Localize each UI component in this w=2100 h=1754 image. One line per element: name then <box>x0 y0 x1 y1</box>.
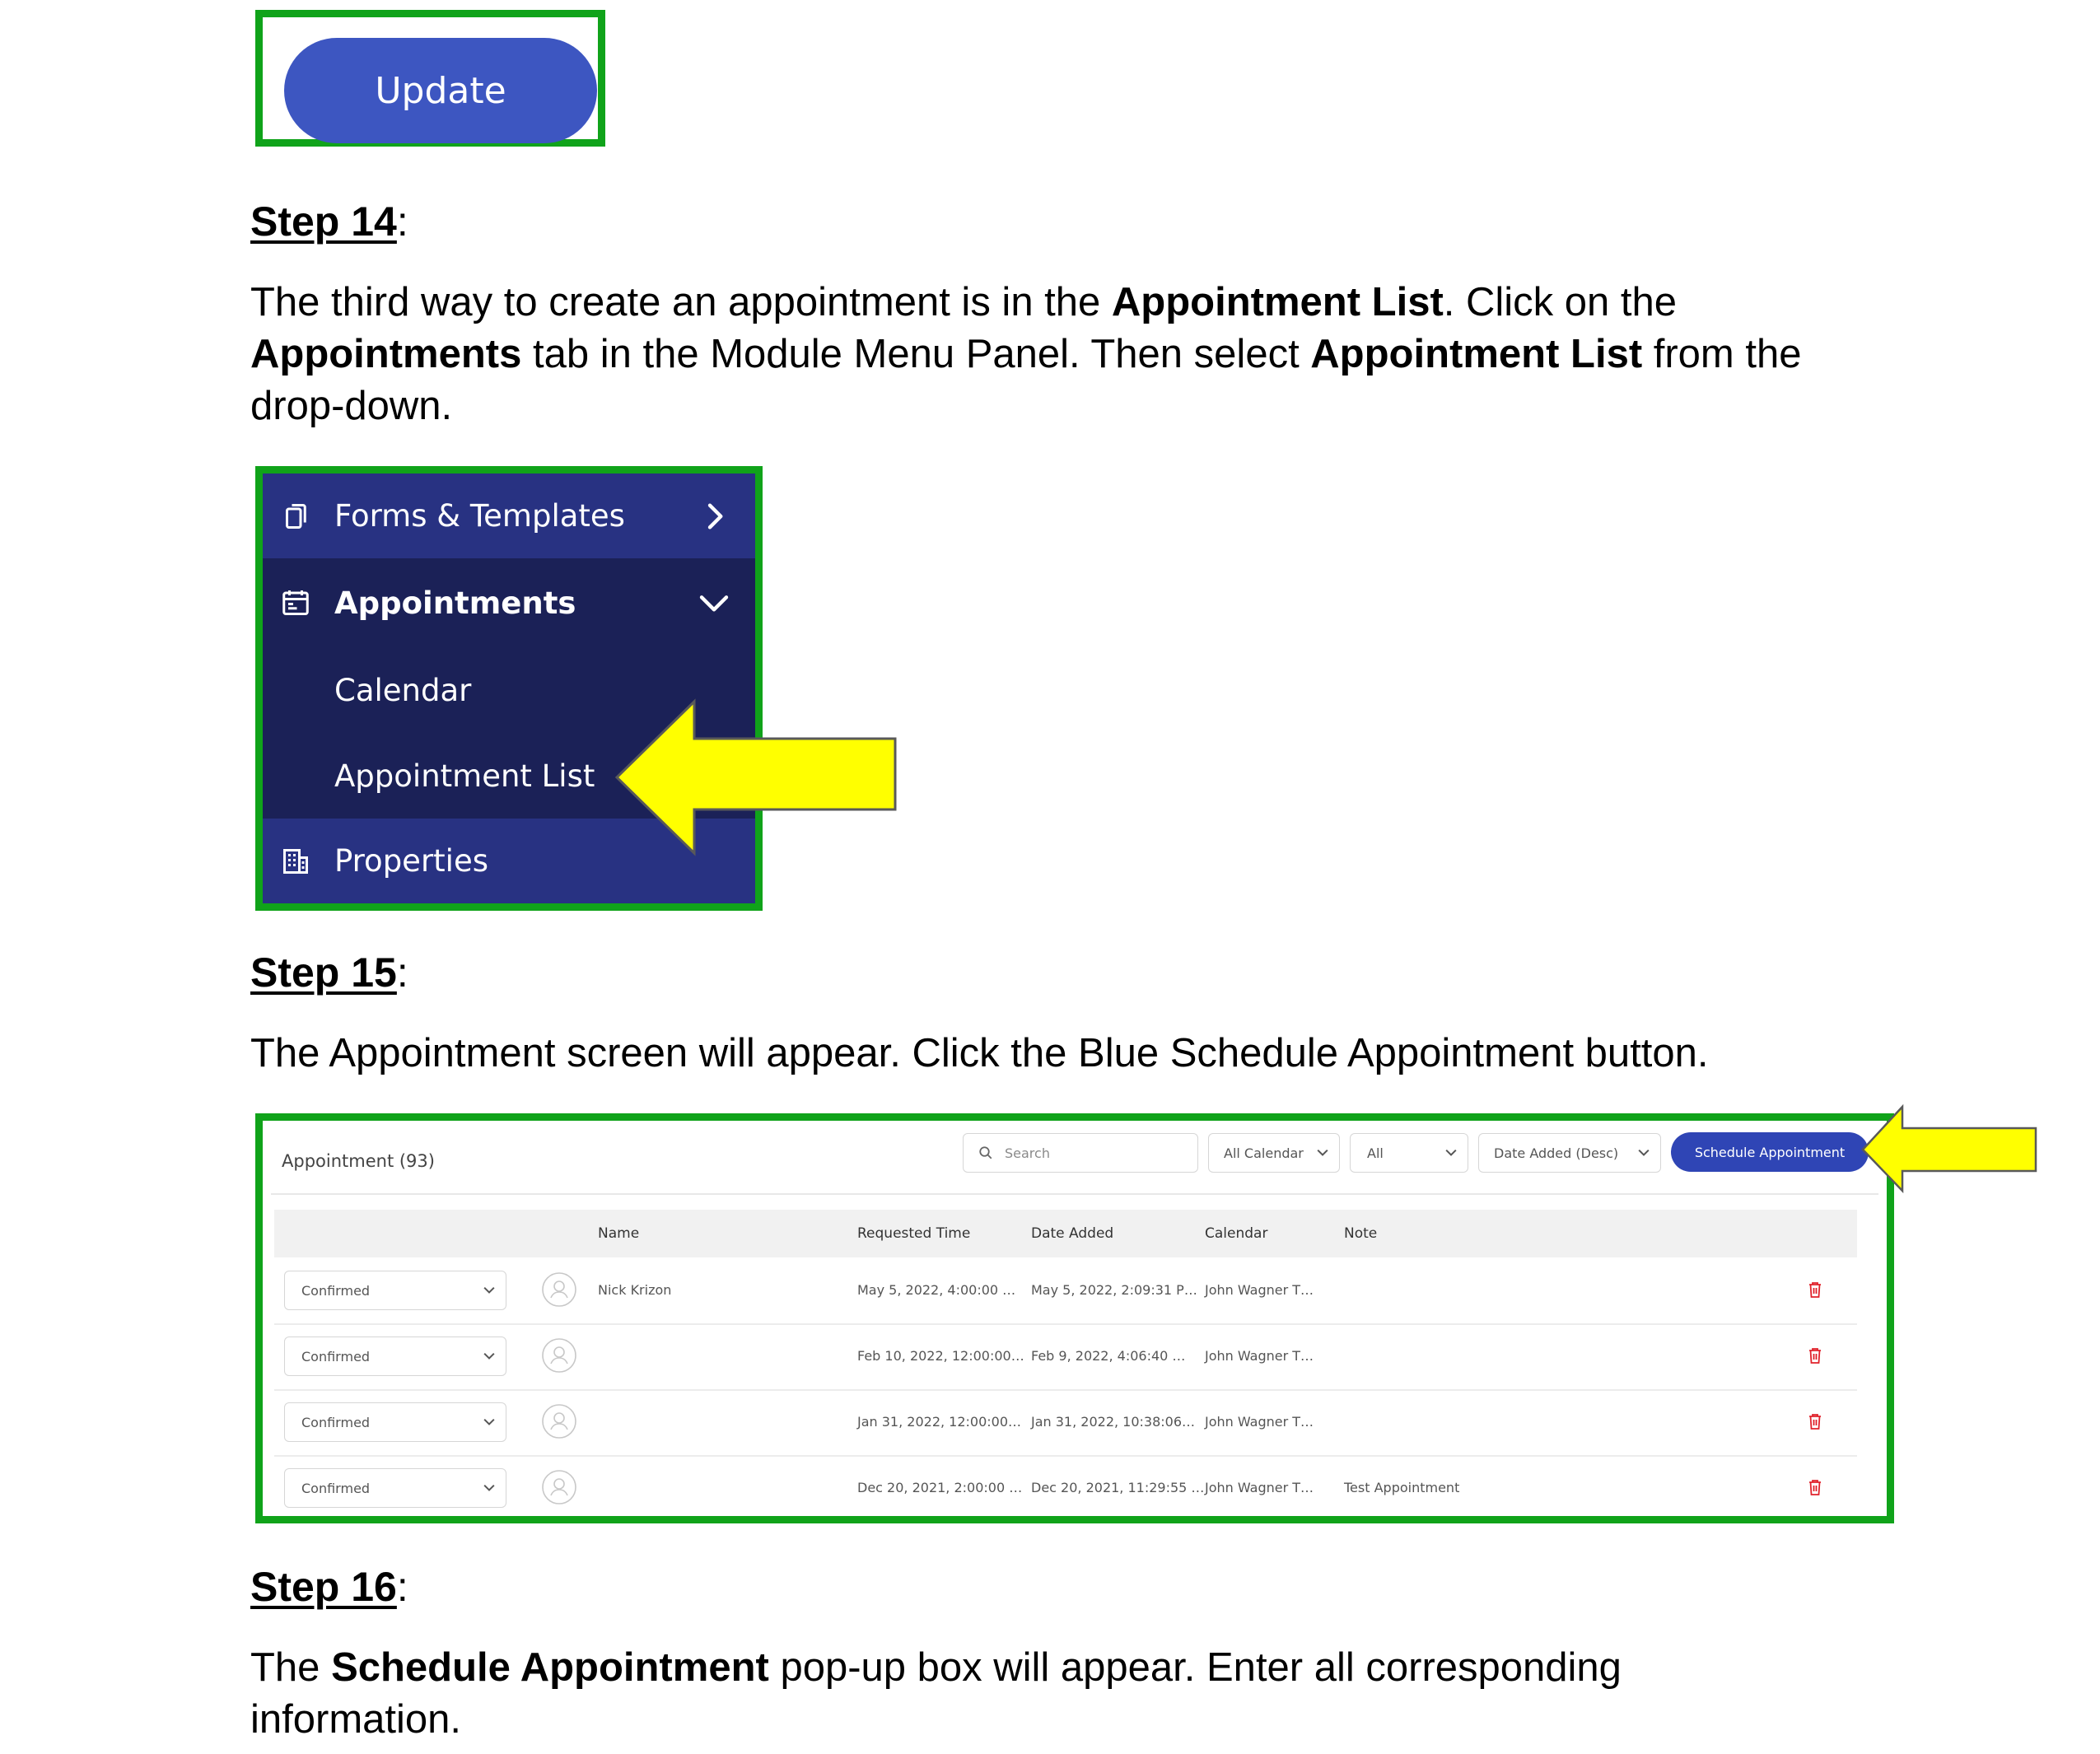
appointment-count-title: Appointment (93) <box>282 1151 435 1171</box>
step-14-heading <box>250 198 408 245</box>
menu-item-forms-templates[interactable] <box>263 473 755 558</box>
trash-icon[interactable] <box>1808 1412 1822 1430</box>
chevron-down-icon <box>1636 1145 1652 1161</box>
sort-value: Date Added (Desc) <box>1494 1145 1619 1161</box>
appointment-screen-figure <box>255 1113 1894 1523</box>
chevron-down-icon <box>481 1480 497 1496</box>
status-select[interactable] <box>284 1271 506 1310</box>
text-run: The third way to create an appointment is in the <box>250 280 1112 324</box>
step-15-colon: : <box>396 949 408 996</box>
step-16-paragraph <box>250 1642 1897 1746</box>
submenu-item-label: Calendar <box>334 672 472 708</box>
avatar-icon <box>542 1272 576 1307</box>
step-15-label: Step 15 <box>250 949 397 996</box>
table-row <box>274 1389 1857 1457</box>
menu-item-label: Properties <box>334 843 488 879</box>
step-16-colon: : <box>396 1564 408 1610</box>
avatar-icon <box>542 1404 576 1439</box>
cell-calendar: John Wagner T… <box>1205 1414 1314 1430</box>
cell-date-added: Jan 31, 2022, 10:38:06… <box>1031 1414 1196 1430</box>
step-16-line-1 <box>250 1642 1897 1694</box>
cell-date-added: Feb 9, 2022, 4:06:40 … <box>1031 1348 1186 1364</box>
status-value: Confirmed <box>301 1282 371 1299</box>
status-value: Confirmed <box>301 1480 371 1496</box>
cell-note: Test Appointment <box>1344 1480 1460 1495</box>
text-run: . Click on the <box>1443 280 1677 324</box>
step-14-line-3: drop-down. <box>250 384 453 428</box>
update-button[interactable]: Update <box>284 38 597 143</box>
menu-item-label: Appointments <box>334 585 576 621</box>
chevron-down-icon <box>481 1414 497 1430</box>
text-run-bold: Appointment List <box>1111 280 1444 324</box>
chevron-down-icon <box>698 586 730 619</box>
step-15-paragraph: The Appointment screen will appear. Click the Blue Schedule Appointment button. <box>250 1031 1709 1075</box>
text-run-bold: Schedule Appointment <box>331 1645 769 1690</box>
column-header-name: Name <box>598 1225 640 1242</box>
status-value: Confirmed <box>301 1414 371 1430</box>
menu-item-label: Forms & Templates <box>334 498 625 534</box>
step-14-line-2 <box>250 329 1897 380</box>
chevron-down-icon <box>481 1282 497 1299</box>
schedule-appointment-button[interactable]: Schedule Appointment <box>1671 1132 1869 1172</box>
header-divider <box>271 1193 1878 1195</box>
table-row <box>274 1455 1857 1521</box>
calendar-filter-select[interactable] <box>1208 1133 1340 1173</box>
calendar-filter-value: All Calendar <box>1224 1145 1304 1161</box>
cell-requested-time: Jan 31, 2022, 12:00:00… <box>857 1414 1022 1430</box>
status-select[interactable] <box>284 1402 506 1442</box>
building-icon <box>281 847 310 876</box>
step-16-heading <box>250 1563 408 1611</box>
step-14-colon: : <box>396 198 408 245</box>
cell-requested-time: May 5, 2022, 4:00:00 … <box>857 1282 1016 1298</box>
cell-date-added: Dec 20, 2021, 11:29:55 … <box>1031 1480 1205 1495</box>
search-icon <box>978 1145 993 1160</box>
column-header-calendar: Calendar <box>1205 1225 1268 1242</box>
step-15-heading <box>250 949 408 996</box>
step-14-line-1 <box>250 277 1897 329</box>
avatar-icon <box>542 1470 576 1504</box>
trash-icon[interactable] <box>1808 1346 1822 1364</box>
text-run: pop-up box will appear. Enter all corresponding <box>768 1645 1622 1690</box>
avatar-icon <box>542 1338 576 1373</box>
table-row <box>274 1257 1857 1325</box>
text-run: tab in the Module Menu Panel. Then select <box>521 332 1311 376</box>
status-select[interactable] <box>284 1468 506 1508</box>
calendar-icon <box>281 588 310 618</box>
chevron-down-icon <box>1314 1145 1331 1161</box>
document-copy-icon <box>281 501 310 531</box>
chevron-right-icon <box>698 500 730 533</box>
cell-calendar: John Wagner T… <box>1205 1282 1314 1298</box>
sort-select[interactable] <box>1478 1133 1661 1173</box>
text-run-bold: Appointment List <box>1310 332 1643 376</box>
submenu-item-label: Appointment List <box>334 758 595 794</box>
step-14-paragraph <box>250 277 1897 432</box>
table-row <box>274 1323 1857 1391</box>
cell-requested-time: Feb 10, 2022, 12:00:00… <box>857 1348 1024 1364</box>
search-placeholder: Search <box>1005 1145 1050 1161</box>
column-header-note: Note <box>1344 1225 1378 1242</box>
cell-name[interactable]: Nick Krizon <box>598 1282 672 1298</box>
text-run: The <box>250 1645 332 1690</box>
search-input[interactable] <box>963 1133 1198 1173</box>
step-14-label: Step 14 <box>250 198 397 245</box>
yellow-arrow-icon <box>1860 1103 2039 1194</box>
cell-date-added: May 5, 2022, 2:09:31 P… <box>1031 1282 1197 1298</box>
table-header <box>274 1210 1857 1257</box>
status-filter-select[interactable] <box>1350 1133 1468 1173</box>
menu-item-appointments[interactable] <box>263 558 755 647</box>
update-button-figure <box>255 10 605 147</box>
trash-icon[interactable] <box>1808 1478 1822 1496</box>
text-run-bold: Appointments <box>250 332 522 376</box>
column-header-requested-time: Requested Time <box>857 1225 971 1242</box>
step-16-label: Step 16 <box>250 1564 397 1610</box>
trash-icon[interactable] <box>1808 1281 1822 1299</box>
step-16-line-2: information. <box>250 1697 462 1742</box>
yellow-arrow-icon <box>605 692 902 856</box>
status-select[interactable] <box>284 1336 506 1376</box>
chevron-down-icon <box>481 1348 497 1364</box>
cell-requested-time: Dec 20, 2021, 2:00:00 … <box>857 1480 1023 1495</box>
cell-calendar: John Wagner T… <box>1205 1348 1314 1364</box>
column-header-date-added: Date Added <box>1031 1225 1114 1242</box>
chevron-down-icon <box>1443 1145 1459 1161</box>
text-run: from the <box>1642 332 1802 376</box>
status-filter-value: All <box>1367 1145 1384 1161</box>
status-value: Confirmed <box>301 1348 371 1364</box>
cell-calendar: John Wagner T… <box>1205 1480 1314 1495</box>
